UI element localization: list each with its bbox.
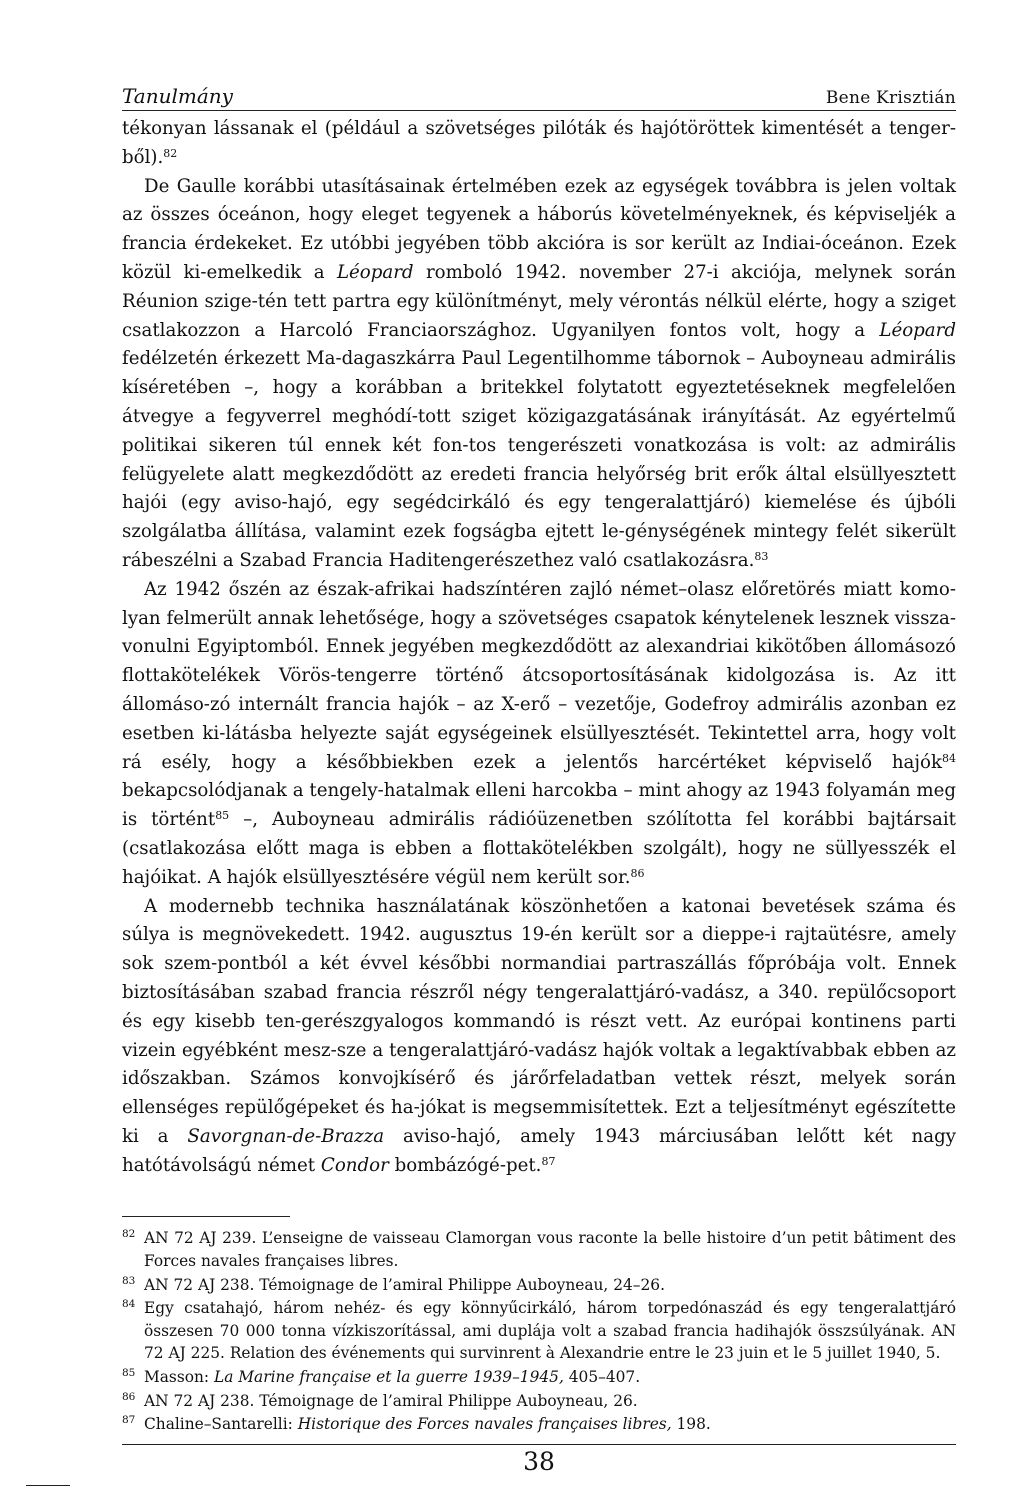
footnote bbox=[122, 1274, 956, 1297]
footnote-number: 86 bbox=[122, 1390, 136, 1403]
italic-text: La Marine française et la guerre 1939–1945, bbox=[214, 1368, 564, 1387]
footnote-number: 83 bbox=[122, 1274, 136, 1287]
footnote bbox=[122, 1413, 956, 1436]
text-run: 198. bbox=[671, 1415, 711, 1434]
footnotes bbox=[122, 1227, 956, 1435]
text-run: Masson: bbox=[144, 1368, 214, 1387]
text-run: bombázógé-pet. bbox=[388, 1154, 542, 1176]
italic-text: Léopard bbox=[879, 319, 956, 341]
footnote bbox=[122, 1227, 956, 1272]
author-first-name: Bene bbox=[825, 88, 871, 108]
page bbox=[122, 78, 956, 1476]
footnote-separator bbox=[122, 1216, 290, 1217]
footnote-ref: 85 bbox=[215, 809, 230, 823]
author-name bbox=[826, 88, 956, 108]
italic-text: Condor bbox=[320, 1154, 389, 1176]
bottom-rule bbox=[122, 1444, 956, 1445]
footnote-number: 84 bbox=[122, 1298, 136, 1311]
footnote-text bbox=[144, 1297, 956, 1365]
text-run: romboló 1942. november 27-i akciója, melynek során Réunion szige-tén tett partra egy különítményt, mely vérontás nélkül elérte, hogy a sziget csatlakozzon a Harcoló Franciaországhoz. Ugyanilyen fontos volt, hogy a bbox=[122, 261, 957, 341]
running-head bbox=[122, 78, 956, 111]
paragraph bbox=[122, 173, 956, 576]
paragraph bbox=[122, 115, 956, 173]
text-run: fedélzetén érkezett Ma-dagaszkárra Paul Legentilhomme tábornok – Auboyneau admirális kíséretében –, hogy a korábban a britekkel folytatott egyeztetéseknek megfelelően átvegye a fegyverrel meghódí-tott sziget közigazgatásának irányítását. Az egyértelmű politikai sikeren túl ennek két fon-tos tengerészeti vonatkozása is volt: az admirális felügyelete alatt megkezdődött az eredeti francia helyőrség brit erők által elsüllyesztett hajói (egy aviso-hajó, egy segédcirkáló és egy tengeralattjáró) kiemelése és újbóli szolgálatba állítása, valamint ezek fogságba ejtett le-génységének mintegy felét sikerült rábeszélni a Szabad Francia Haditengerészethez való csatlakozásra. bbox=[122, 348, 956, 571]
footnote-number: 85 bbox=[122, 1367, 136, 1380]
footnote-text bbox=[144, 1274, 956, 1297]
footnote-number: 82 bbox=[122, 1228, 136, 1241]
footnote-text bbox=[144, 1366, 956, 1389]
text-run: Chaline–Santarelli: bbox=[144, 1415, 298, 1434]
text-run: aviso-hajó, amely 1943 márciusában lelőtt két nagy hatótávolságú német bbox=[122, 1125, 956, 1176]
text-run: De Gaulle korábbi utasításainak értelmében ezek az egységek továbbra is jelen voltak az összes óceánon, hogy eleget tegyenek a háborús követelményeknek, és képviseljék a francia érdekeket. Ez utóbbi jegyében több akcióra is sor került az Indiai-óceánon. Ezek közül ki-emelkedik a bbox=[122, 175, 956, 283]
italic-text: Historique des Forces navales françaises libres, bbox=[297, 1415, 672, 1434]
footnote bbox=[122, 1390, 956, 1413]
text-run: tékonyan lássanak el (például a szövetséges pilóták és hajótöröttek kimentését a tenger-ből). bbox=[122, 118, 956, 168]
author-last-name: Krisztián bbox=[876, 88, 956, 108]
body-text bbox=[122, 115, 956, 1180]
footnote-text bbox=[144, 1227, 956, 1272]
page-number: 38 bbox=[523, 1446, 555, 1476]
text-run: AN 72 AJ 239. L’enseigne de vaisseau Clamorgan vous raconte la belle histoire d’un petit bâtiment des Forces navales françaises libres. bbox=[144, 1229, 956, 1271]
paragraph bbox=[122, 893, 956, 1181]
corner-mark bbox=[26, 1485, 70, 1486]
footnote-number: 87 bbox=[122, 1414, 136, 1427]
footnote bbox=[122, 1297, 956, 1365]
footnote-ref: 87 bbox=[541, 1154, 556, 1168]
text-run: –, Auboyneau admirális rádióüzenetben szólította fel korábbi bajtársait (csatlakozása előtt maga is ebben a flottakötelékben szolgált), hogy ne süllyesszék el hajóikat. A hajók elsüllyesztésére végül nem került sor. bbox=[122, 809, 956, 888]
italic-text: Savorgnan-de-Brazza bbox=[187, 1125, 385, 1147]
text-run: 405–407. bbox=[563, 1368, 641, 1387]
text-run: Egy csatahajó, három nehéz- és egy könnyűcirkáló, három torpedónaszád és egy tengeralattjáró összesen 70 000 tonna vízkiszorítással, ami duplája volt a szabad francia hadihajók összsúlyának. AN 72 AJ 225. Relation des événements qui survinrent à Alexandrie entre le 23 juin et le 5 juillet 1940, 5. bbox=[144, 1299, 956, 1363]
footnote-ref: 83 bbox=[754, 549, 769, 563]
text-run: AN 72 AJ 238. Témoignage de l’amiral Philippe Auboyneau, 24–26. bbox=[144, 1275, 665, 1294]
footnote-ref: 82 bbox=[163, 146, 178, 160]
footnote-text bbox=[144, 1413, 956, 1436]
footnote-text bbox=[144, 1390, 956, 1413]
text-run: AN 72 AJ 238. Témoignage de l’amiral Philippe Auboyneau, 26. bbox=[144, 1391, 638, 1410]
footnote-ref: 86 bbox=[630, 866, 645, 880]
section-title: Tanulmány bbox=[122, 84, 233, 108]
footnote bbox=[122, 1366, 956, 1389]
text-run: A modernebb technika használatának köszönhetően a katonai bevetések száma és súlya is megnövekedett. 1942. augusztus 19-én került sor a dieppe-i rajtaütésre, amely sok szem-pontból a két évvel későbbi normandiai partraszállás főpróbája volt. Ennek biztosításában szabad francia részről négy tengeralattjáró-vadász, a 340. repülőcsoport és egy kisebb ten-gerészgyalogos kommandó is részt vett. Az európai kontinens parti vizein egyébként mesz-sze a tengeralattjáró-vadász hajók voltak a legaktívabbak ebben az időszakban. Számos konvojkísérő és járőrfeladatban vettek részt, melyek során ellenséges repülőgépeket és ha-jókat is megsemmisítettek. Ezt a teljesítményt egészítette ki a bbox=[122, 895, 956, 1147]
text-run: Az 1942 őszén az észak-afrikai hadszíntéren zajló német–olasz előretörés miatt komo-lyan felmerült annak lehetősége, hogy a szövetséges csapatok kénytelenek lesznek vissza-vonulni Egyiptomból. Ennek jegyében megkezdődött az alexandriai kikötőben állomásozó flottakötelékek Vörös-tengerre történő átcsoportosításának kidolgozása is. Az itt állomáso-zó internált francia hajók – az X-erő – vezetője, Godefroy admirális azonban ez esetben ki-látásba helyezte saját egységeinek elsüllyesztését. Tekintettel arra, hogy volt rá esély, hogy a későbbiekben ezek a jelentős harcértéket képviselő hajók bbox=[122, 578, 956, 773]
italic-text: Léopard bbox=[336, 261, 414, 283]
text-run: bekapcsolódjanak a tengely-hatalmak elleni harcokba – mint ahogy az 1943 folyamán meg is történt bbox=[122, 780, 956, 831]
footnote-ref: 84 bbox=[942, 751, 956, 765]
paragraph bbox=[122, 576, 956, 893]
